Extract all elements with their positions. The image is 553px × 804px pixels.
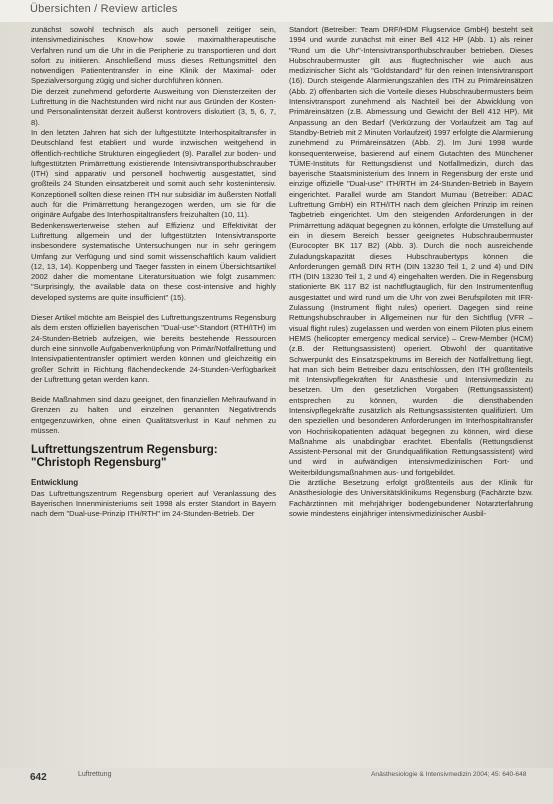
- paragraph: Standort (Betreiber: Team DRF/HDM Flugservice GmbH) besteht seit 1994 und wurde zunächst mit einer Bell 412 HP (Abb. 1) als reiner "Rund um die Uhr"-Intensivtransporthubschrauber betrieben. Dieses Hubschraubermuster gilt aus flugtechnischer wie auch aus medizinischer Sicht als "Goldstandard" für den reinen Intensivtransport (16). Durch steigende Alarmierungszahlen des ITH zu Primäreinsätzen (Abb. 2) offenbarten sich die Vorteile dieses Hubschraubermusters beim Intensivtransport zunehmend als Nachteil bei der Abwicklung von Primäreinsätzen (z.B. Abmessung und Gewicht der Bell 412 HP). Mit Anpassung an den Bedarf (Verkürzung der Vorlaufzeit am Tag auf Standby-Betrieb mit 2 Minuten Vorlaufzeit) 1997 erfolgte die Alarmierung zunehmend zu Primäreinsätzen (Abb. 2). Im Juni 1998 wurde konsequenterweise, basierend auf einem Gutachten des Münchener TÜME-Instituts für Rettungsdienst und Notfallmedizin, durch das bayerische Staatsministerium des Innern in Regensburg der erste und einzige offizielle "Dual-use" ITH/RTH im 24-Stunden-Betrieb in Bayern eingerichtet. Parallel wurde am Standort Murnau (Betreiber: ADAC Luftrettung GmbH) ein RTH/ITH nach dem gleichen Prinzip im reinen Tagbetrieb eingerichtet. Um den steigenden Anforderungen in der Primärrettung adäquat begegnen zu können, erfolgte die Umstellung auf ein in diesem Bereich besser geeignetes Hubschraubermuster (Eurocopter BK 117 B2) (Abb. 3). Durch die noch ausreichende Zuladungskapazität dieses Hubschraubertyps können die Anforderungen gemäß DIN RTH (DIN 13230 Teil 1, 2 und 4) und DIN ITH (DIN 13230 Teil 1, 2 und 4) eingehalten werden. Die in Regensburg stationierte BK 117 B2 ist nachtflugtauglich, für den Instrumentenflug ausgestattet und wird rund um die Uhr von zwei Berufspiloten mit IFR-Zulassung (Instrument flight rules) operiert. Dagegen sind reine Rettungshubschrauber in Allgemeinen nur für den Sichtflug (VFR – visual flight rules) zugelassen und werden von einem Piloten plus einem HEMS (helicopter emergency medical service) – Crew-Member (HCM) (z.B. der Rettungsassistent) operiert. Obwohl der quantitative Schwerpunkt des Einsatzspektrums im Bereich der Notfallrettung liegt, hat man sich beim Betreiber dazu entschlossen, den ITH größtenteils mit Intensivpflegekräften für Anästhesie und Intensivmedizin zu besetzen. Um den gesetzlichen Vorgaben (Rettungsassistent) entsprechen zu können, wurden die diensthabenden Intensivpflegekräfte zusätzlich als Rettungsassistenten qualifiziert. Um den speziellen und besonderen Anforderungen im Interhospitaltransfer von Hochrisikopatienten adäquat begegnen zu können, wird diese Maßnahme als unabdingbar erachtet. Ebenfalls (Rettungsdienst Assistent-Personal mit der Grundqualifikation Rettungsassistent) wird und wird in aufwändigen intensivmedizinischen Fort- und Weiterbildungsmaßnahmen aus- und fortgebildet.: [289, 25, 533, 477]
- paragraph: zunächst sowohl technisch als auch personell zeitiger sein, intensivmedizinisches Know-how sowie maximaltherapeutische Verfahren rund um die Uhr in die Peripherie zu transportieren und dort sofort zu initiieren. Anschließend muss dieses Rettungsmittel den notwendigen Patiententransfer in eine Klinik der Maximal- oder Spezialversorgung zügig und sicher durchführen können.: [31, 25, 276, 86]
- paragraph: Die derzeit zunehmend geforderte Ausweitung von Diensterzeiten der Luftrettung in die Nachtstunden wird nicht nur aus Gründen der Kosten- und Personalintensität derzeit äußerst kontrovers diskutiert (3, 5, 6, 7, 8).: [31, 86, 276, 127]
- paragraph: In den letzten Jahren hat sich der luftgestützte Interhospitaltransfer in Deutschland fest etabliert und wurde inzwischen weitgehend in öffentlich-rechtliche Strukturen eingegliedert (9). Parallel zur boden- und luftgestützten Primärrettung existierende Intensivtransporthubschrauber (ITH) sind apparativ und personell hochwertig ausgestattet, sind großteils 24 Stunden einsatzbereit und somit auch sehr kostenintensiv. Konzeptionell sollten diese reinen ITH nur subsidiär im äußersten Notfall auch für die Primärrettung herangezogen werden, um sie für die originäre Aufgabe des Interhospitaltransfers freizuhalten (10, 11).: [31, 127, 276, 220]
- paragraph: Beide Maßnahmen sind dazu geeignet, den finanziellen Mehraufwand in Grenzen zu halten und einzelnen genannten Negativtrends entgegenzuwirken, ohne einen Qualitätsverlust in Kauf nehmen zu müssen.: [31, 395, 276, 435]
- section-title: Luftrettungszentrum Regensburg: "Christoph Regensburg": [31, 444, 218, 470]
- paragraph-gap: [31, 303, 276, 313]
- footer-running-title: Luftrettung: [78, 771, 112, 778]
- page-number: 642: [30, 772, 47, 783]
- left-column: [31, 25, 276, 519]
- right-column: [289, 25, 533, 519]
- paragraph: Dieser Artikel möchte am Beispiel des Luftrettungszentrums Regensburg als dem ersten offiziellen bayerischen "Dual-use"-Standort (RTH/ITH) im 24-Stunden-Betrieb aufzeigen, wie bereits bestehende Ressourcen durch eine sinnvolle Aufgabenverknüpfung von Primär/Notfallrettung und Intensivpatiententransfer optimiert werden können und gleichzeitig ein großer Schritt in Richtung flächendeckende 24-Stunden-Verfügbarkeit der Luftrettung getan werden kann.: [31, 313, 276, 384]
- paragraph: Die ärztliche Besetzung erfolgt größtenteils aus der Klinik für Anästhesiologie des Universitätsklinikums Regensburg (Fachärzte bzw. Fachärztinnen mit mehrjähriger bodengebundener Notarzterfahrung sowie mindestens einjähriger intensivmedizinischer Ausbil-: [289, 478, 533, 518]
- paragraph-gap: [31, 385, 276, 395]
- paragraph: Das Luftrettungszentrum Regensburg operiert auf Veranlassung des Bayerischen Innenministeriums seit 1998 als erster Standort in Bayern nach dem "Dual-use-Prinzip ITH/RTH" im 24-Stunden-Betrieb. Der: [31, 488, 276, 519]
- footer-citation: Anästhesiologie & Intensivmedizin 2004; 45: 640-648: [371, 771, 527, 778]
- section-header: Übersichten / Review articles: [30, 3, 178, 15]
- paragraph: Bedenkenswerterweise stehen auf Effizienz und Effektivität der Luftrettung allgemein und der luftgestützten Intensivtransporte insbesondere systematische Untersuchungen nur in sehr geringem Umfang zur Verfügung und sind somit wissenschaftlich kaum validiert (12, 13, 14). Koppenberg und Taeger fassten in einem Übersichtsartikel 2002 daher die momentane Literatursituation wie folgt zusammen: "Surprisingly, the available data on these cost-intensive and highly developed systems are quite insufficient" (15).: [31, 220, 276, 302]
- subheading: Entwicklung: [31, 478, 79, 488]
